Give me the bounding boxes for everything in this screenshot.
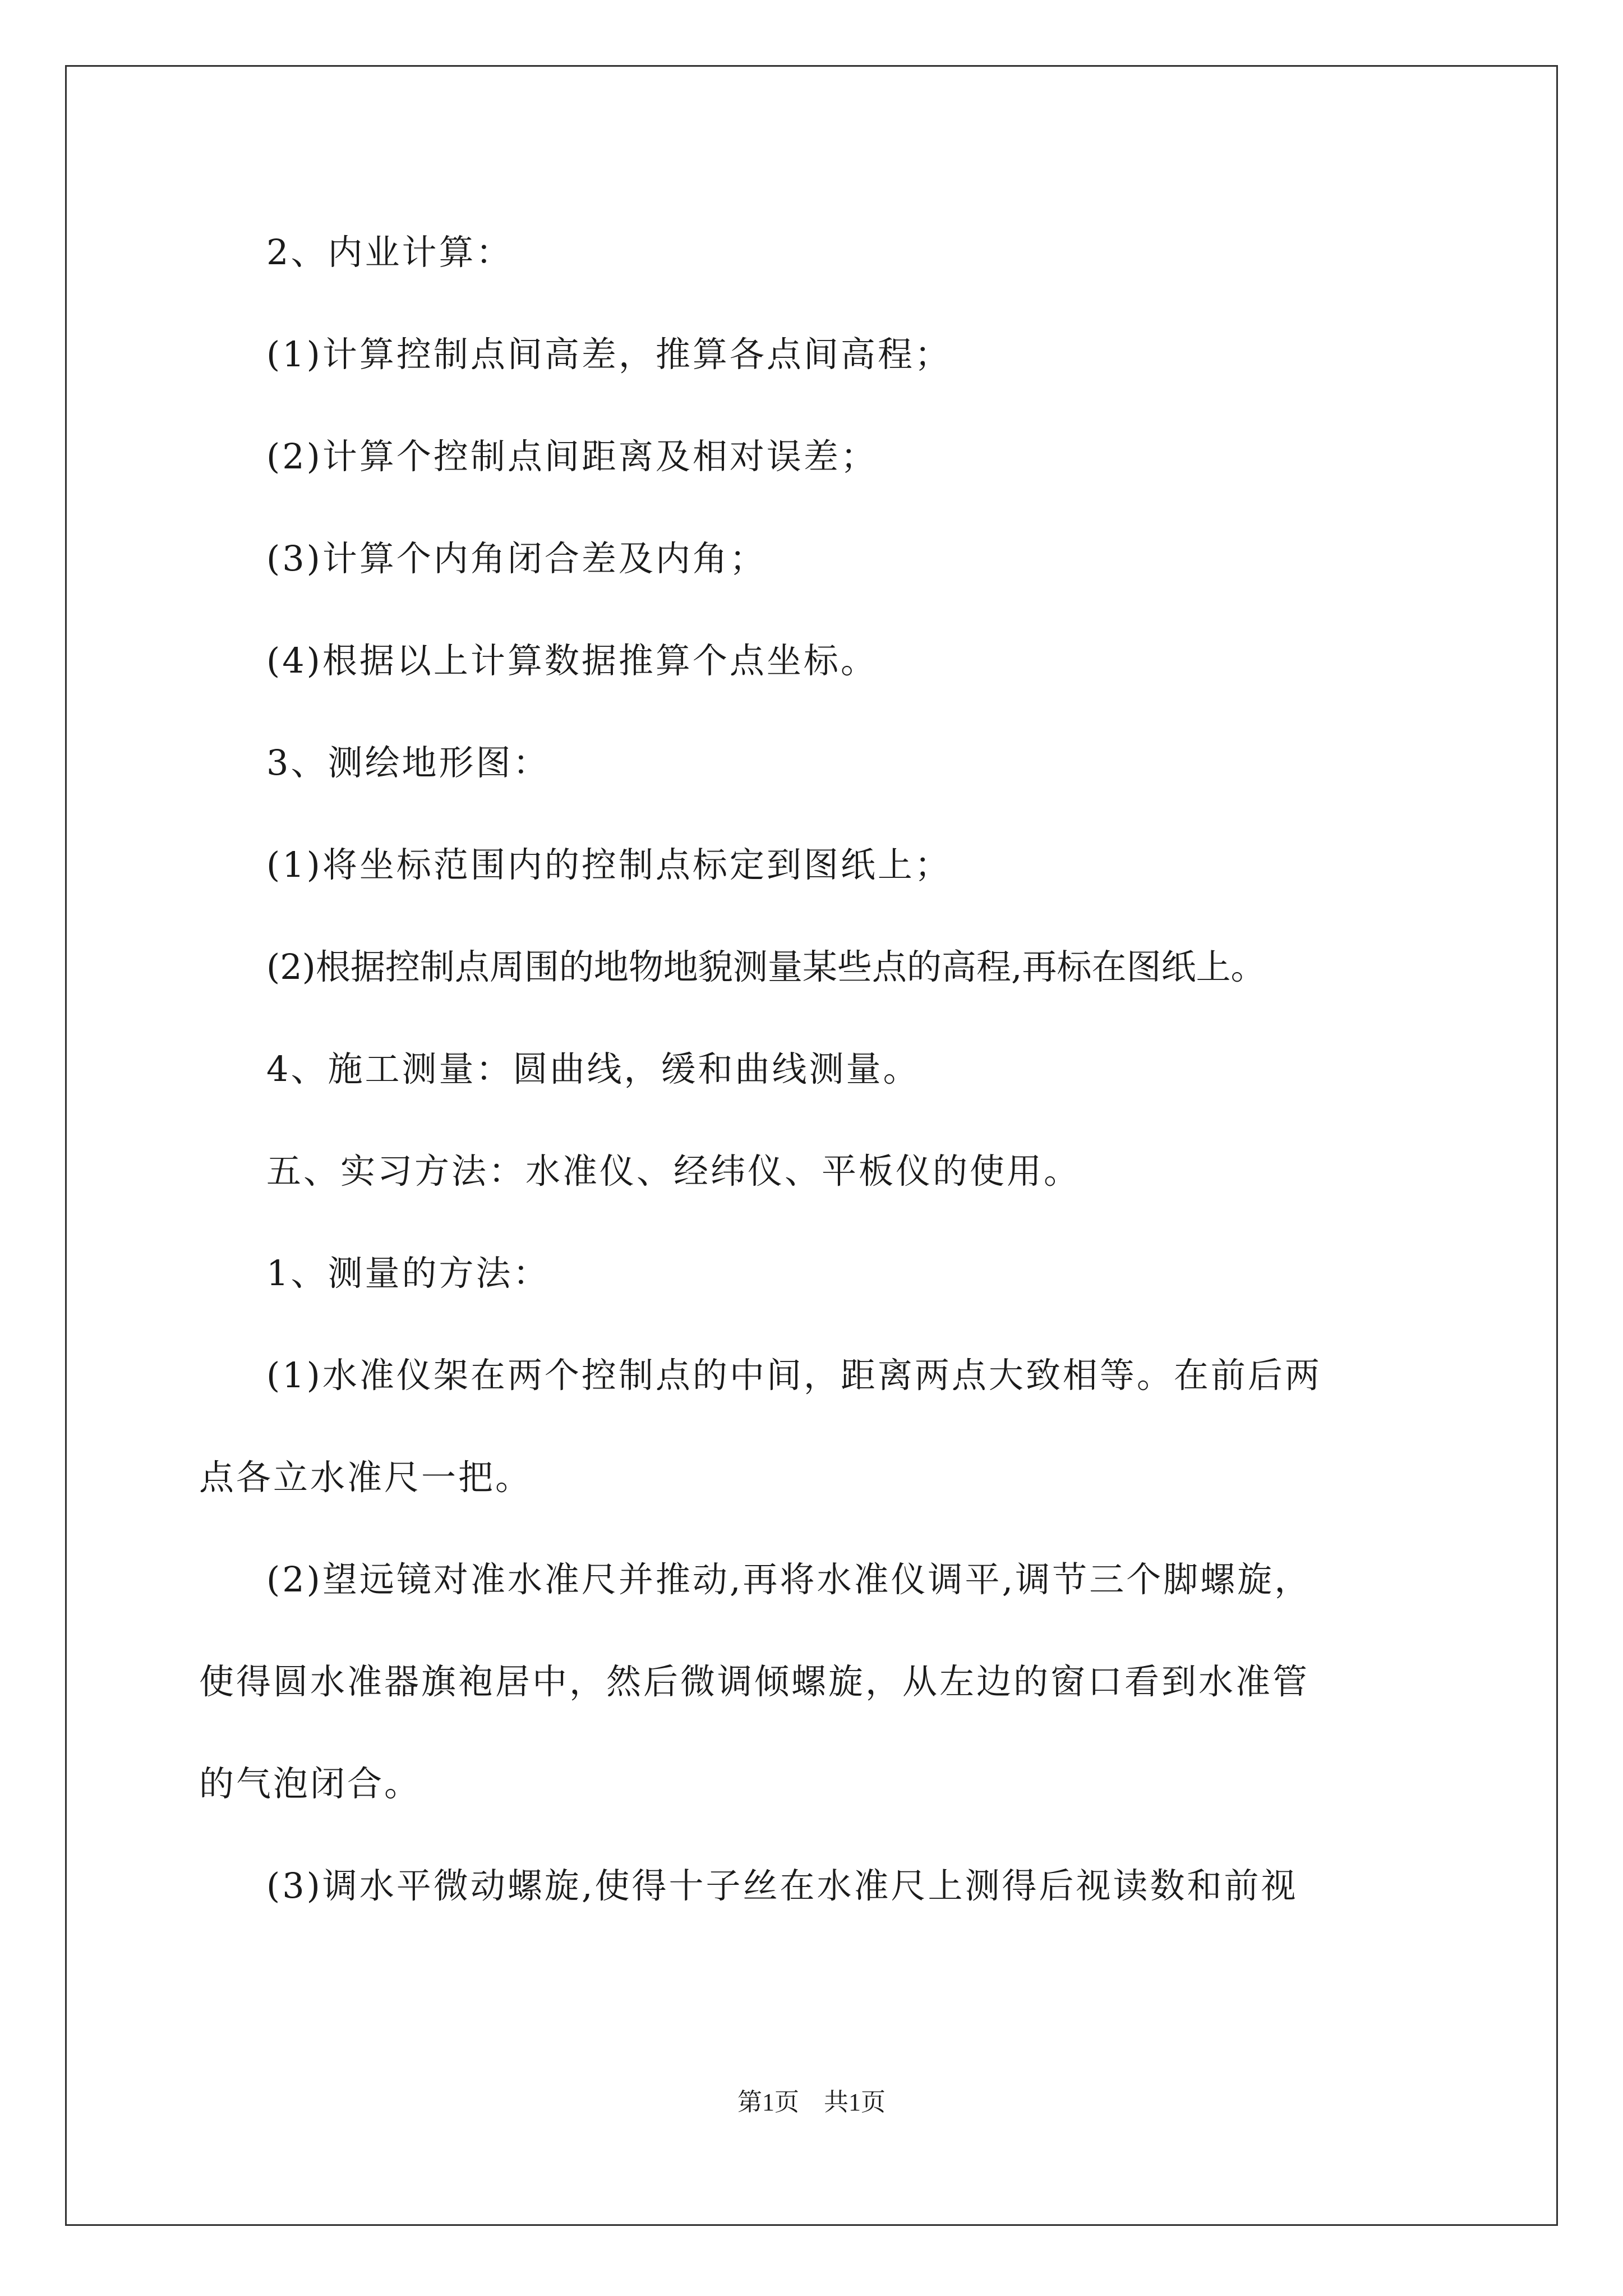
heading-measurement-method: 1、测量的方法：: [266, 1253, 550, 1294]
paragraph-line: 的气泡闭合。: [199, 1763, 422, 1804]
heading-construction-survey: 4、施工测量：圆曲线，缓和曲线测量。: [266, 1048, 920, 1089]
heading-practice-methods: 五、实习方法：水准仪、经纬仪、平板仪的使用。: [266, 1151, 1081, 1191]
heading-internal-calculation: 2、内业计算：: [266, 232, 513, 273]
paragraph-line: (2)根据控制点周围的地物地貌测量某些点的高程,再标在图纸上。: [266, 946, 1266, 987]
paragraph-line: (1)计算控制点间高差，推算各点间高程；: [266, 334, 952, 375]
paragraph-line: (2)望远镜对准水准尺并推动,再将水准仪调平,调节三个脚螺旋，: [266, 1559, 1312, 1600]
paragraph-line: (1)将坐标范围内的控制点标定到图纸上；: [266, 844, 952, 885]
paragraph-line: 使得圆水准器旗袍居中，然后微调倾螺旋，从左边的窗口看到水准管: [199, 1661, 1310, 1702]
paragraph-line: (4)根据以上计算数据推算个点坐标。: [266, 640, 878, 681]
paragraph-line: (2)计算个控制点间距离及相对误差；: [266, 436, 878, 477]
paragraph-line: (3)调水平微动螺旋,使得十子丝在水准尺上测得后视读数和前视: [266, 1865, 1298, 1906]
page-footer: 第1页 共1页: [737, 2088, 886, 2116]
paragraph-line: 点各立水准尺一把。: [199, 1457, 533, 1498]
paragraph-line: (3)计算个内角闭合差及内角；: [266, 538, 767, 579]
paragraph-line: (1)水准仪架在两个控制点的中间，距离两点大致相等。在前后两: [266, 1355, 1322, 1396]
heading-topographic-map: 3、测绘地形图：: [266, 742, 550, 783]
